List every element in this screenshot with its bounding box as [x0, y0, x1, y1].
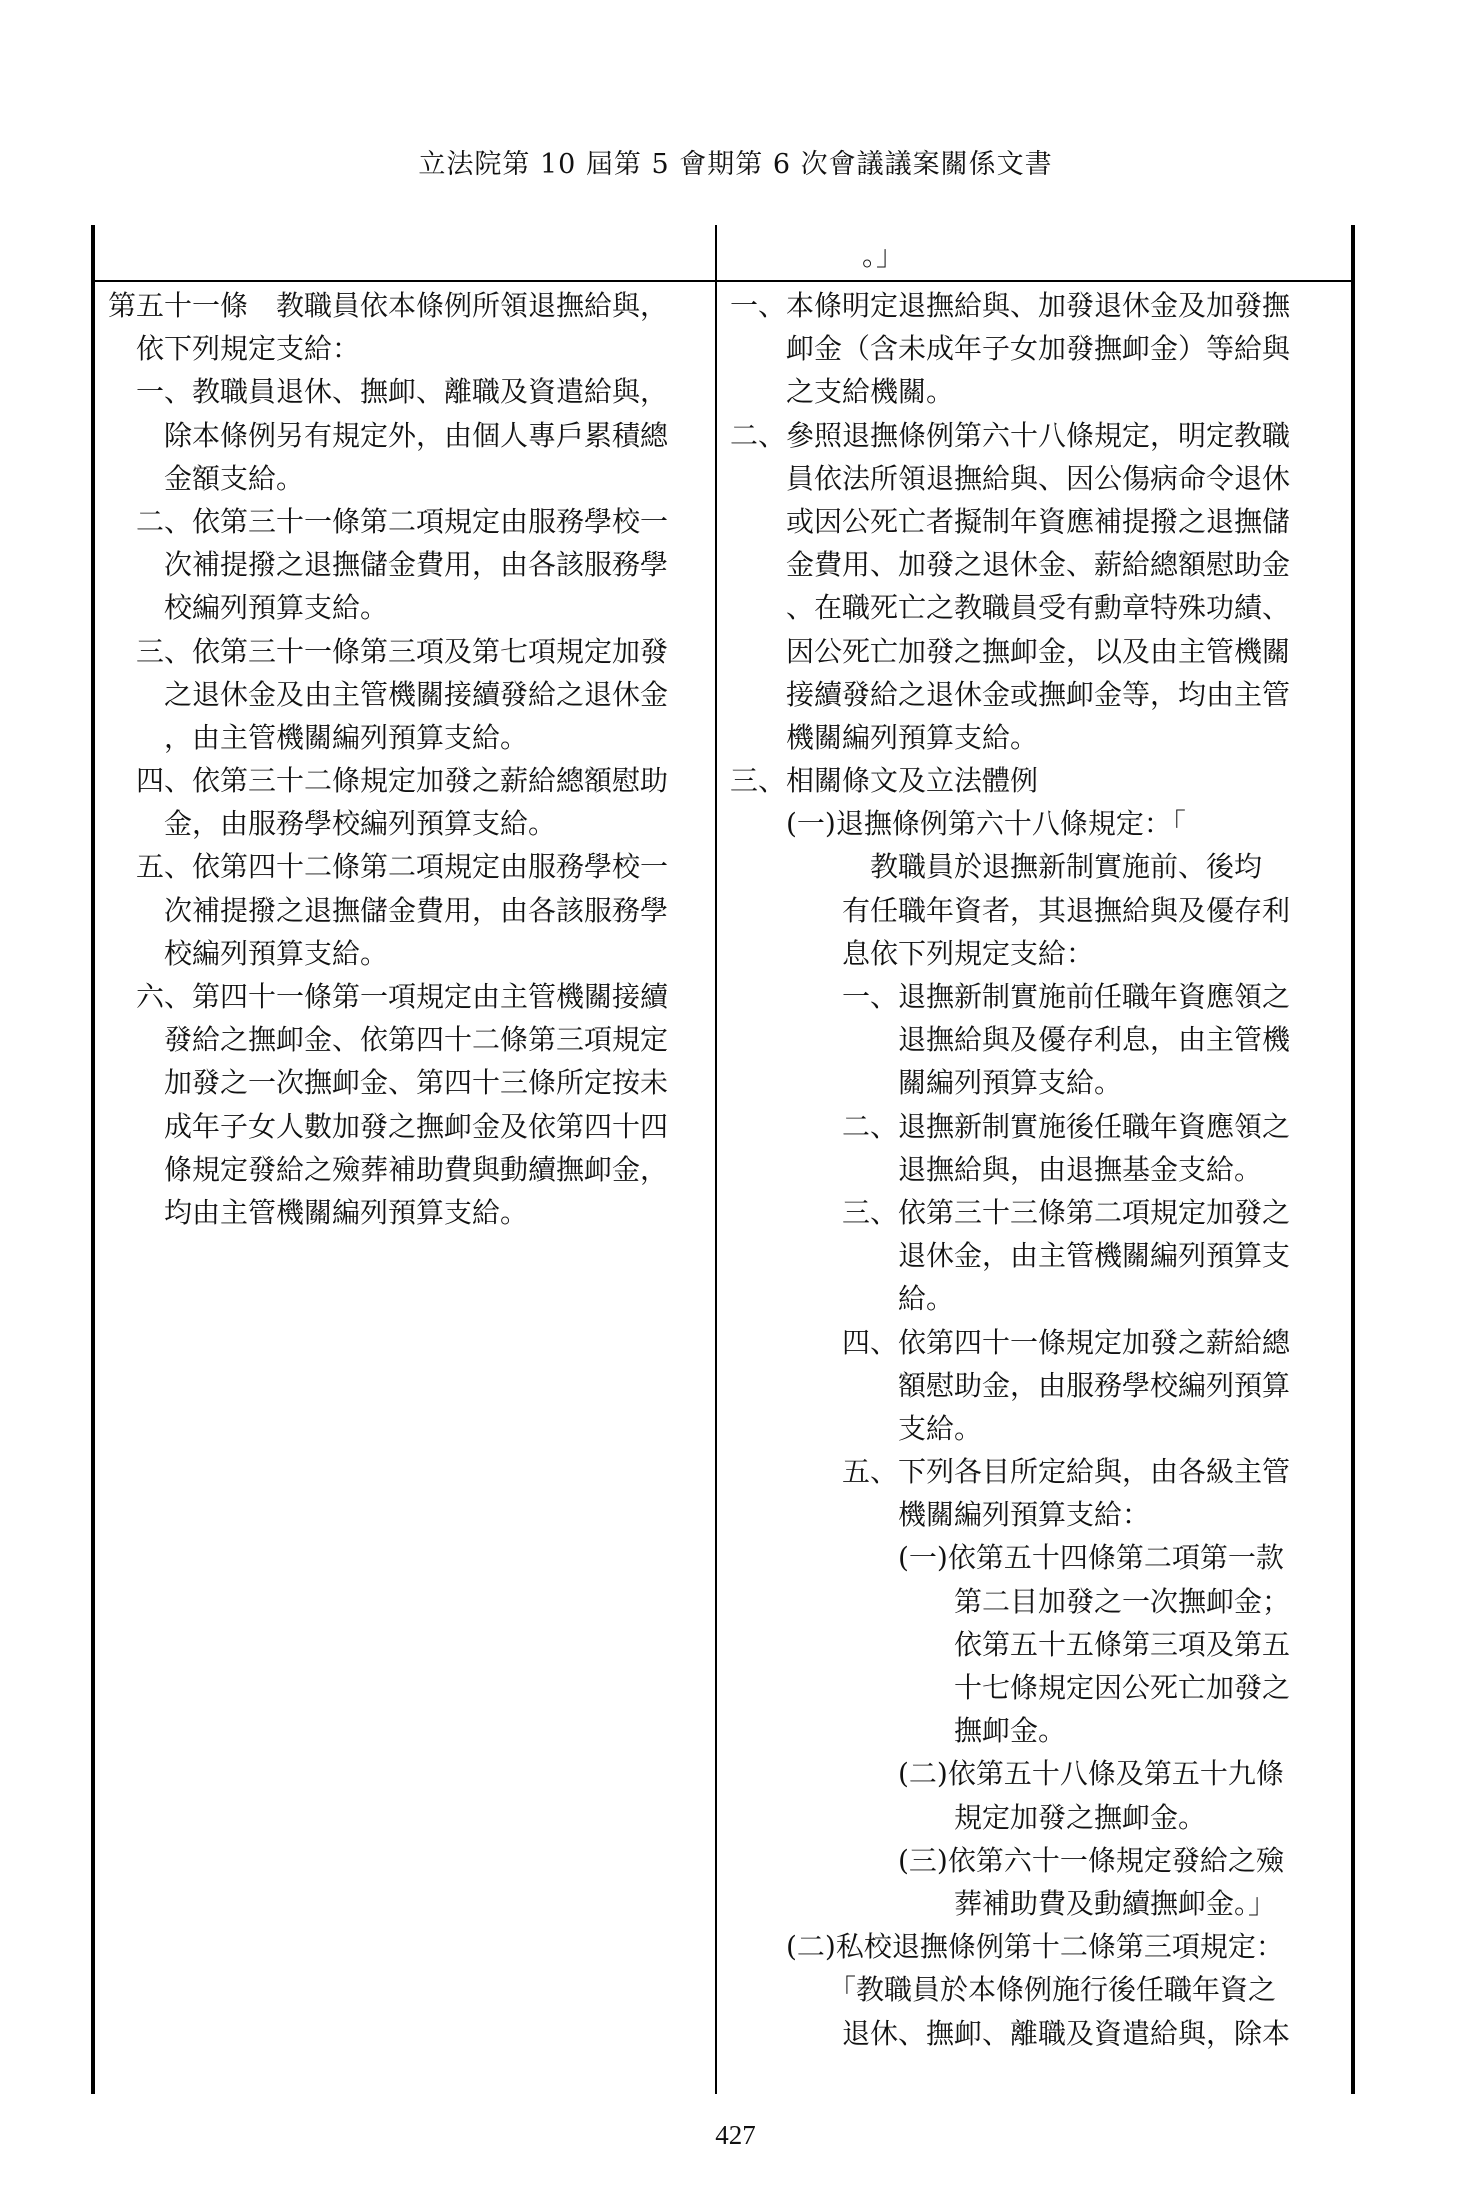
left-line: 四、依第三十二條規定加發之薪給總額慰助 [108, 764, 669, 798]
left-line: 二、依第三十一條第二項規定由服務學校一 [108, 504, 669, 538]
page-number: 427 [715, 2120, 756, 2150]
right-line: (三)依第六十一條規定發給之殮 [730, 1843, 1284, 1877]
right-line: 一、退撫新制實施前任職年資應領之 [730, 980, 1291, 1013]
left-line: 次補提撥之退撫儲金費用，由各該服務學 [108, 548, 669, 582]
right-line: (二)依第五十八條及第五十九條 [730, 1757, 1284, 1791]
right-line: 規定加發之撫卹金。 [730, 1800, 1207, 1834]
left-line: 六、第四十一條第一項規定由主管機關接續 [108, 980, 669, 1013]
left-line: 第五十一條 教職員依本條例所領退撫給與， [108, 289, 669, 322]
right-line: 「教職員於本條例施行後任職年資之 [730, 1973, 1277, 2007]
continuation-text: 。」 [862, 239, 905, 272]
right-line: (一)依第五十四條第二項第一款 [730, 1541, 1284, 1575]
left-line: 均由主管機關編列預算支給。 [108, 1195, 529, 1229]
right-line: 三、相關條文及立法體例 [730, 764, 1039, 798]
right-line: 退休金，由主管機關編列預算支 [730, 1239, 1291, 1273]
right-line: 退休、撫卹、離職及資遣給與，除本 [730, 2016, 1291, 2050]
right-line: 十七條規定因公死亡加發之 [730, 1671, 1291, 1704]
right-line: 機關編列預算支給： [730, 1498, 1151, 1532]
right-line: 二、參照退撫條例第六十八條規定，明定教職 [730, 418, 1291, 452]
right-line: 金費用、加發之退休金、薪給總額慰助金 [730, 548, 1291, 582]
right-line: 或因公死亡者擬制年資應補提撥之退撫儲 [730, 504, 1291, 538]
right-line: 機關編列預算支給。 [730, 720, 1039, 754]
right-line: 依第五十五條第三項及第五 [730, 1627, 1291, 1661]
right-line: 員依法所領退撫給與、因公傷病命令退休 [730, 461, 1291, 495]
left-line: 三、依第三十一條第三項及第七項規定加發 [108, 634, 669, 668]
left-column-text [108, 284, 708, 1234]
left-line: 校編列預算支給。 [108, 591, 389, 625]
right-line: 四、依第四十一條規定加發之薪給總 [730, 1325, 1291, 1359]
left-line: 之退休金及由主管機關接續發給之退休金 [108, 677, 669, 711]
right-line: 卹金（含未成年子女加發撫卹金）等給與 [730, 332, 1291, 366]
left-line: 金額支給。 [108, 461, 305, 495]
left-line: 發給之撫卹金、依第四十二條第三項規定 [108, 1023, 669, 1057]
right-line: 撫卹金。 [730, 1714, 1067, 1748]
right-line: 、在職死亡之教職員受有勳章特殊功績、 [730, 591, 1291, 625]
left-line: 成年子女人數加發之撫卹金及依第四十四 [108, 1109, 669, 1143]
right-line: 息依下列規定支給： [730, 936, 1095, 970]
left-line: 條規定發給之殮葬補助費與動續撫卹金， [108, 1152, 669, 1186]
table-left-border [91, 225, 95, 2094]
left-line: 五、依第四十二條第二項規定由服務學校一 [108, 850, 669, 884]
right-line: 退撫給與及優存利息，由主管機 [730, 1023, 1291, 1057]
right-line: 五、下列各目所定給與，由各級主管 [730, 1455, 1291, 1489]
left-line: ，由主管機關編列預算支給。 [108, 720, 529, 754]
right-line: 二、退撫新制實施後任職年資應領之 [730, 1109, 1291, 1143]
left-line: 次補提撥之退撫儲金費用，由各該服務學 [108, 893, 669, 927]
left-line: 金，由服務學校編列預算支給。 [108, 807, 557, 841]
right-line: (二)私校退撫條例第十二條第三項規定： [730, 1930, 1284, 1964]
right-line: 有任職年資者，其退撫給與及優存利 [730, 893, 1291, 927]
table-right-border [1351, 225, 1355, 2094]
right-line: 支給。 [730, 1411, 983, 1445]
left-line: 校編列預算支給。 [108, 936, 389, 970]
left-line: 除本條例另有規定外，由個人專戶累積總 [108, 418, 669, 452]
right-line: 接續發給之退休金或撫卹金等，均由主管 [730, 677, 1291, 711]
right-line: 關編列預算支給。 [730, 1066, 1123, 1100]
table-center-divider [715, 225, 717, 2094]
left-line: 加發之一次撫卹金、第四十三條所定按未 [108, 1066, 669, 1100]
right-line: 葬補助費及動續撫卹金。」 [730, 1886, 1277, 1920]
page-header: 立法院第 10 屆第 5 會期第 6 次會議議案關係文書 [418, 149, 1053, 180]
right-line: 一、本條明定退撫給與、加發退休金及加發撫 [730, 289, 1291, 322]
right-line: 之支給機關。 [730, 375, 955, 409]
right-line: 教職員於退撫新制實施前、後均 [730, 850, 1263, 884]
right-line: 因公死亡加發之撫卹金，以及由主管機關 [730, 634, 1291, 668]
right-line: 第二目加發之一次撫卹金； [730, 1584, 1291, 1618]
right-line: 給。 [730, 1282, 955, 1316]
right-line: 額慰助金，由服務學校編列預算 [730, 1368, 1291, 1402]
right-column-text [730, 284, 1340, 2055]
right-line: 三、依第三十三條第二項規定加發之 [730, 1195, 1291, 1229]
left-line: 依下列規定支給： [108, 332, 361, 366]
left-line: 一、教職員退休、撫卹、離職及資遣給與， [108, 375, 669, 409]
right-line: (一)退撫條例第六十八條規定：「 [730, 807, 1186, 841]
right-line: 退撫給與，由退撫基金支給。 [730, 1152, 1263, 1186]
table-row-divider [91, 280, 1355, 282]
